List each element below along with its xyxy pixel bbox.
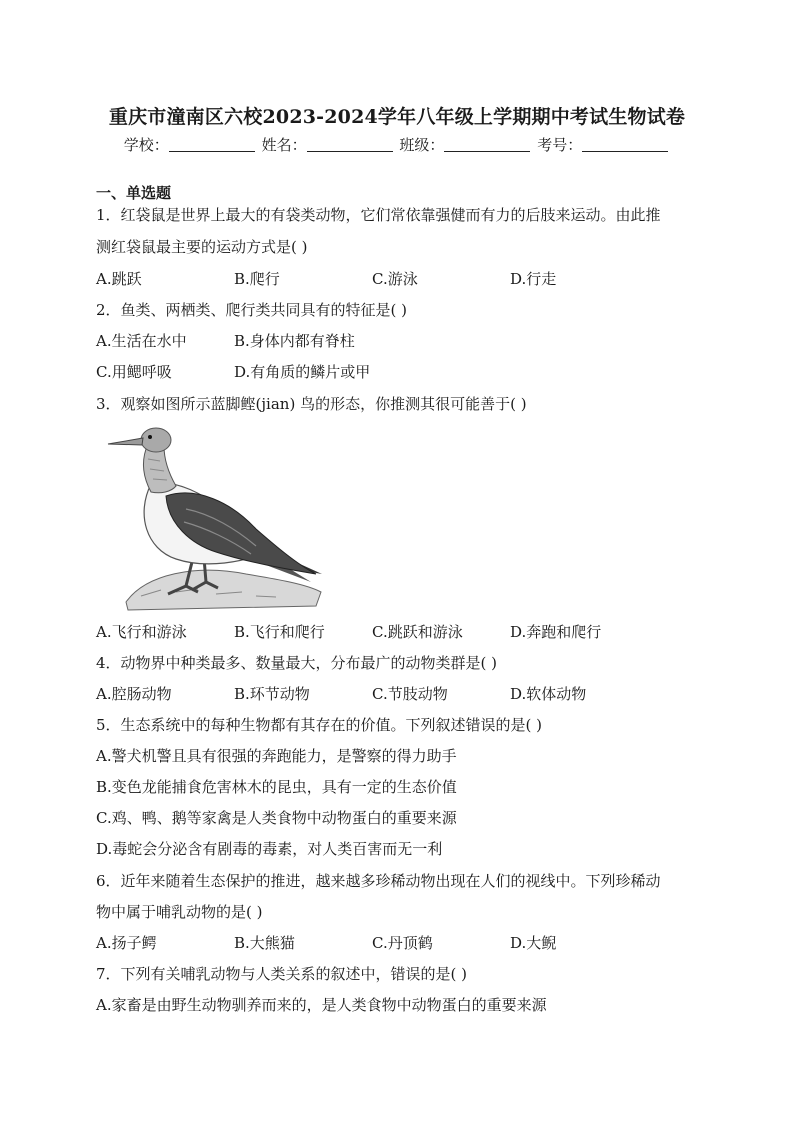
question-5-line-1: 5．生态系统中的每种生物都有其存在的价值。下列叙述错误的是( ) (96, 716, 543, 734)
school-label: 学校： (123, 136, 169, 154)
question-4-option-a: A.腔肠动物 (96, 685, 172, 703)
question-5-option-a: A.警犬机警且具有很强的奔跑能力，是警察的得力助手 (96, 747, 457, 765)
question-5-option-d: D.毒蛇会分泌含有剧毒的毒素，对人类百害而无一利 (96, 840, 443, 858)
question-3-option-d: D.奔跑和爬行 (510, 623, 602, 641)
question-6-option-d: D.大鲵 (510, 934, 557, 952)
student-info-row (0, 134, 794, 155)
question-5-option-b: B.变色龙能捕食危害林木的昆虫，具有一定的生态价值 (96, 778, 457, 796)
question-2-line-1: 2．鱼类、两栖类、爬行类共同具有的特征是( ) (96, 301, 408, 319)
question-3-option-c: C.跳跃和游泳 (372, 623, 463, 641)
question-2-option-b: B.身体内都有脊柱 (234, 332, 355, 350)
page-title: 重庆市潼南区六校2023-2024学年八年级上学期期中考试生物试卷 (108, 106, 686, 128)
question-1-line-2: 测红袋鼠最主要的运动方式是( ) (96, 238, 308, 256)
question-1-line-1: 1．红袋鼠是世界上最大的有袋类动物，它们常依靠强健而有力的后肢来运动。由此推 (96, 206, 661, 224)
question-6-line-2: 物中属于哺乳动物的是( ) (96, 903, 263, 921)
question-3-line-1: 3．观察如图所示蓝脚鲣(jian) 鸟的形态，你推测其很可能善于( ) (96, 395, 527, 413)
school-blank (169, 137, 255, 152)
class-blank (444, 137, 530, 152)
booby-bird-illustration (106, 424, 328, 612)
question-1-option-c: C.游泳 (372, 270, 418, 288)
question-7-option-a: A.家畜是由野生动物驯养而来的，是人类食物中动物蛋白的重要来源 (96, 996, 547, 1014)
number-blank (582, 137, 668, 152)
name-label: 姓名： (261, 136, 307, 154)
section-heading: 一、单选题 (96, 184, 172, 202)
question-4-option-b: B.环节动物 (234, 685, 310, 703)
question-1-option-b: B.爬行 (234, 270, 280, 288)
question-2-option-c: C.用鳃呼吸 (96, 363, 172, 381)
question-4-option-d: D.软体动物 (510, 685, 587, 703)
question-3-option-b: B.飞行和爬行 (234, 623, 325, 641)
question-3-option-a: A.飞行和游泳 (96, 623, 187, 641)
question-6-option-c: C.丹顶鹤 (372, 934, 433, 952)
question-6-line-1: 6．近年来随着生态保护的推进，越来越多珍稀动物出现在人们的视线中。下列珍稀动 (96, 872, 661, 890)
number-label: 考号： (537, 136, 583, 154)
question-1-option-d: D.行走 (510, 270, 557, 288)
question-6-option-b: B.大熊猫 (234, 934, 295, 952)
question-6-option-a: A.扬子鳄 (96, 934, 157, 952)
class-label: 班级： (399, 136, 445, 154)
question-7-line-1: 7．下列有关哺乳动物与人类关系的叙述中，错误的是( ) (96, 965, 468, 983)
question-4-line-1: 4．动物界中种类最多、数量最大，分布最广的动物类群是( ) (96, 654, 498, 672)
question-5-option-c: C.鸡、鸭、鹅等家禽是人类食物中动物蛋白的重要来源 (96, 809, 457, 827)
question-1-option-a: A.跳跃 (96, 270, 142, 288)
question-2-option-a: A.生活在水中 (96, 332, 187, 350)
question-2-option-d: D.有角质的鳞片或甲 (234, 363, 371, 381)
question-4-option-c: C.节肢动物 (372, 685, 448, 703)
name-blank (307, 137, 393, 152)
